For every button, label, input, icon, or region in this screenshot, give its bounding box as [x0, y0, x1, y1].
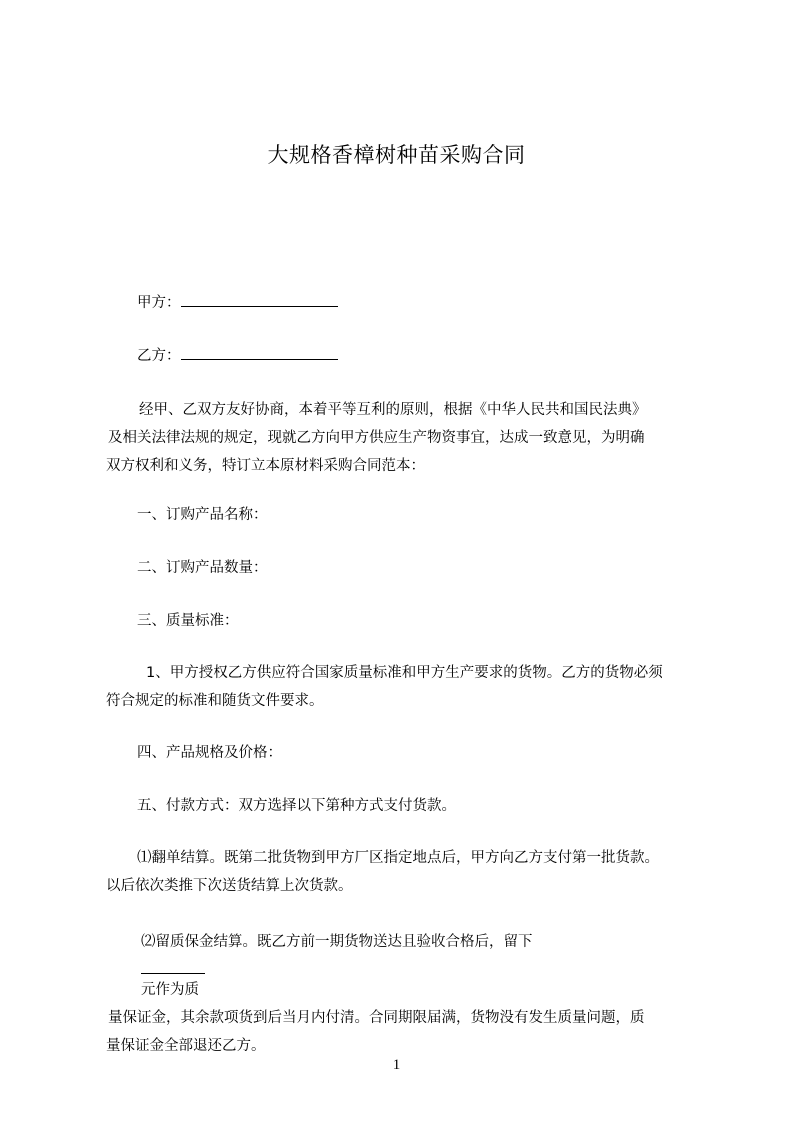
section-1-heading: 一、订购产品名称： [137, 507, 268, 523]
intro-paragraph [0, 394, 647, 483]
payment-1-line-1: ⑴翻单结算。既第二批货物到甲方厂区指定地点后，甲方向乙方支付第一批货款。 [137, 850, 659, 866]
payment-option-2 [0, 926, 645, 1063]
quality-line-2: 符合规定的标准和随货文件要求。 [106, 693, 324, 709]
intro-line-3: 双方权利和义务，特订立本原材料采购合同范本： [106, 458, 425, 474]
section-5-heading: 五、付款方式：双方选择以下第种方式支付货款。 [137, 798, 456, 814]
deposit-amount-blank [141, 959, 205, 974]
quality-line-1: 1、甲方授权乙方供应符合国家质量标准和甲方生产要求的货物。乙方的货物必须 [146, 665, 663, 681]
payment-2-line-3: 量保证金全部退还乙方。 [106, 1038, 266, 1054]
section-2-heading: 二、订购产品数量： [137, 560, 268, 576]
party-a-label: 甲方： [137, 295, 181, 311]
party-b-blank [181, 345, 338, 360]
quality-paragraph [0, 657, 663, 718]
payment-option-1 [0, 842, 659, 903]
payment-1-line-2: 以后依次类推下次送货结算上次货款。 [106, 878, 353, 894]
section-4-heading: 四、产品规格及价格： [137, 745, 282, 761]
payment-2-line-2: 量保证金，其余款项货到后当月内付清。合同期限届满，货物没有发生质量问题，质 [108, 1010, 645, 1026]
payment-2-text-after: 元作为质 [141, 982, 199, 998]
document-title: 大规格香樟树种苗采购合同 [267, 143, 526, 167]
party-a-line [137, 292, 338, 313]
payment-2-text-before: ⑵留质保金结算。既乙方前一期货物送达且验收合格后，留下 [141, 934, 533, 950]
page-number: 1 [392, 1057, 401, 1073]
intro-line-1: 经甲、乙双方友好协商，本着平等互利的原则，根据《中华人民共和国民法典》 [139, 402, 647, 418]
intro-line-2: 及相关法律法规的规定，现就乙方向甲方供应生产物资事宜，达成一致意见，为明确 [108, 430, 645, 446]
party-b-line [137, 345, 338, 366]
payment-2-line-1 [141, 926, 645, 1007]
party-b-label: 乙方： [137, 348, 181, 364]
party-a-blank [181, 292, 338, 307]
section-3-heading: 三、质量标准： [137, 613, 239, 629]
